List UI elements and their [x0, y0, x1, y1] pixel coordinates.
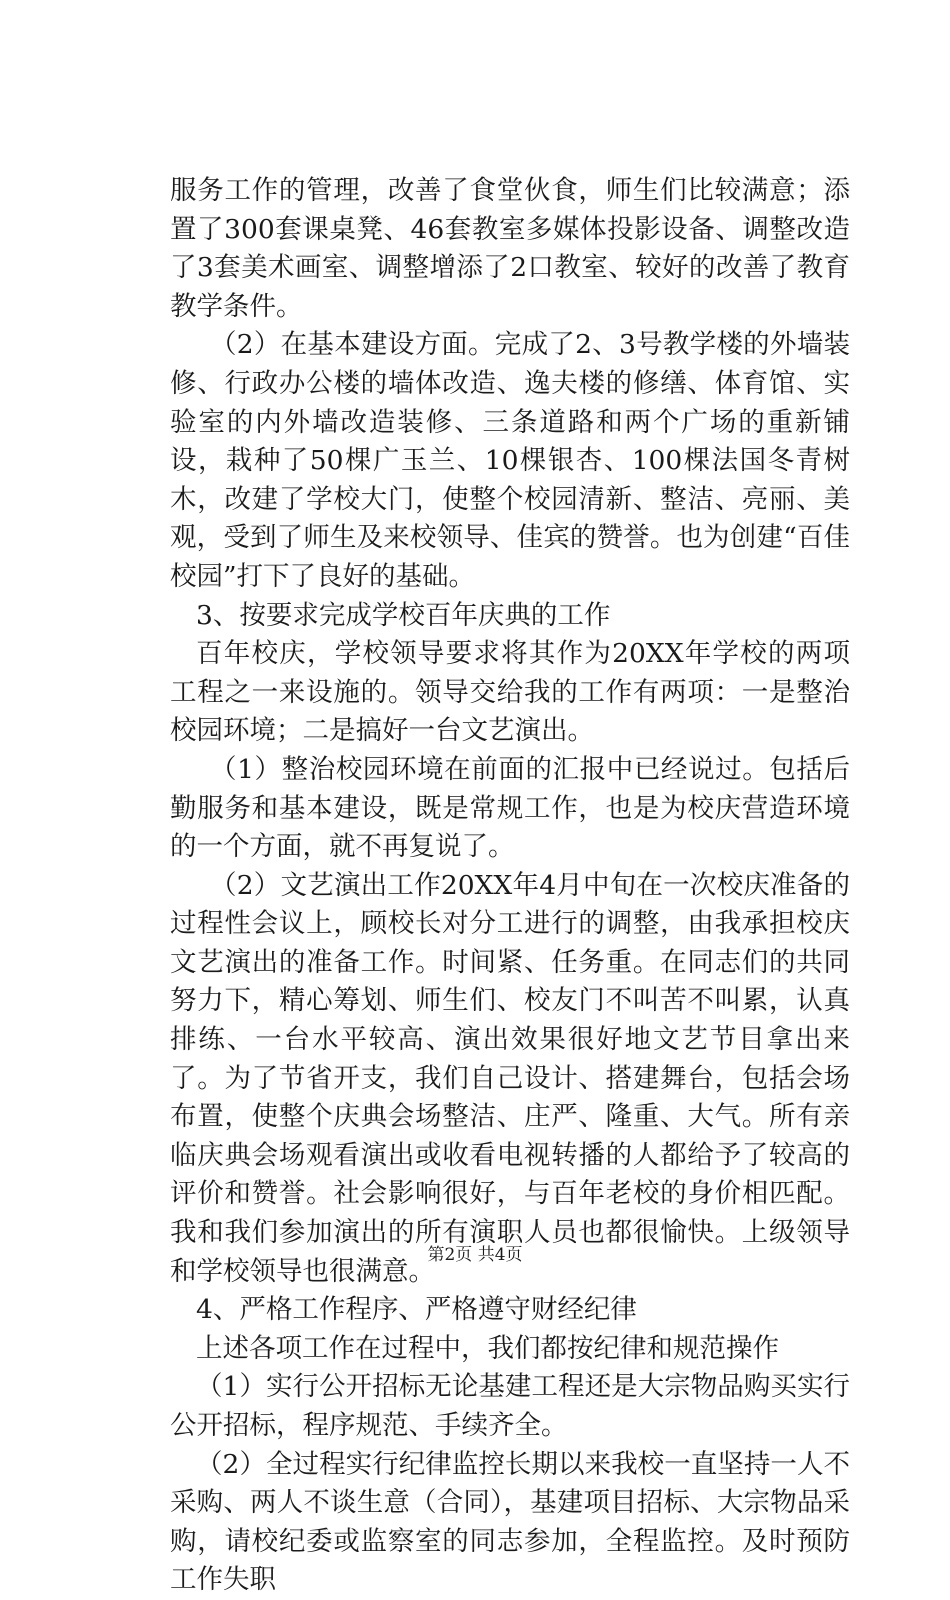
paragraph-6: （2）文艺演出工作20XX年4月中旬在一次校庆准备的过程性会议上，顾校长对分工进行的调整，由我承担校庆文艺演出的准备工作。时间紧、任务重。在同志们的共同努力下，精心筹划、师生们、校友门不叫苦不叫累，认真排练、一台水平较高、演出效果很好地文艺节目拿出来了。为了节省开支，我们自己设计、搭建舞台，包括会场布置，使整个庆典会场整洁、庄严、隆重、大气。所有亲临庆典会场观看演出或收看电视转播的人都给予了较高的评价和赞誉。社会影响很好，与百年老校的身价相匹配。我和我们参加演出的所有演职人员也都很愉快。上级领导和学校领导也很满意。	[170, 869, 850, 1287]
section-heading-3: 3、按要求完成学校百年庆典的工作	[196, 599, 611, 631]
paragraph-8: 上述各项工作在过程中，我们都按纪律和规范操作	[196, 1332, 779, 1364]
section-heading-4: 4、严格工作程序、严格遵守财经纪律	[196, 1294, 637, 1326]
paragraph-4: 百年校庆，学校领导要求将其作为20XX年学校的两项工程之一来设施的。领导交给我的工作有两项：一是整治校园环境；二是搞好一台文艺演出。	[170, 638, 850, 747]
document-body	[170, 172, 850, 1600]
paragraph-9: （1）实行公开招标无论基建工程还是大宗物品购买实行公开招标，程序规范、手续齐全。	[170, 1371, 850, 1441]
paragraph-10: （2）全过程实行纪律监控长期以来我校一直坚持一人不采购、两人不谈生意（合同），基建项目招标、大宗物品采购，请校纪委或监察室的同志参加，全程监控。及时预防工作失职	[170, 1448, 850, 1596]
paragraph-2: （2）在基本建设方面。完成了2、3号教学楼的外墙装修、行政办公楼的墙体改造、逸夫楼的修缮、体育馆、实验室的内外墙改造装修、三条道路和两个广场的重新铺设，栽种了50棵广玉兰、10棵银杏、100棵法国冬青树木，改建了学校大门，使整个校园清新、整洁、亮丽、美观，受到了师生及来校领导、佳宾的赞誉。也为创建“百佳校园”打下了良好的基础。	[170, 329, 850, 592]
page-number-footer: 第2页 共4页	[427, 1245, 523, 1265]
paragraph-5: （1）整治校园环境在前面的汇报中已经说过。包括后勤服务和基本建设，既是常规工作，也是为校庆营造环境的一个方面，就不再复说了。	[170, 753, 850, 863]
paragraph-1: 服务工作的管理，改善了食堂伙食，师生们比较满意；添置了300套课桌凳、46套教室多媒体投影设备、调整改造了3套美术画室、调整增添了2口教室、较好的改善了教育教学条件。	[170, 175, 850, 322]
